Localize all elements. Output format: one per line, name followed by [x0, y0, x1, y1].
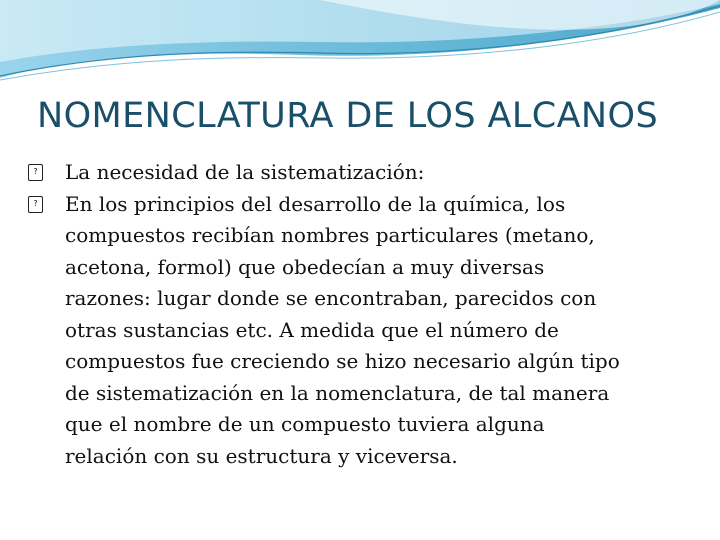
- bullet-2-line-2: compuestos recibían nombres particulares (metano,: [65, 223, 595, 247]
- slide-title: NOMENCLATURA DE LOS ALCANOS: [37, 96, 659, 136]
- bullet-2-line-9: relación con su estructura y viceversa.: [65, 443, 458, 468]
- bullet-marker-icon: [28, 196, 43, 213]
- bullet-2-line-4: razones: lugar donde se encontraban, parecidos con: [65, 286, 597, 310]
- slide-content: [28, 157, 698, 472]
- bullet-2-line-5: otras sustancias etc. A medida que el número de: [65, 317, 559, 342]
- header-wave-decoration: [0, 0, 720, 90]
- bullet-marker-icon: [28, 164, 43, 181]
- bullet-2-line-8: que el nombre de un compuesto tuviera alguna: [65, 412, 545, 436]
- bullet-1: [28, 157, 698, 189]
- bullet-1-line: La necesidad de la sistematización:: [65, 160, 425, 184]
- bullet-2-line-7: de sistematización en la nomenclatura, de tal manera: [65, 380, 610, 405]
- bullet-2: [28, 189, 698, 473]
- bullet-2-line-3: acetona, formol) que obedecían a muy diversas: [65, 254, 545, 279]
- bullet-2-line-1: En los principios del desarrollo de la química, los: [65, 191, 566, 216]
- bullet-2-line-6: compuestos fue creciendo se hizo necesario algún tipo: [65, 349, 620, 373]
